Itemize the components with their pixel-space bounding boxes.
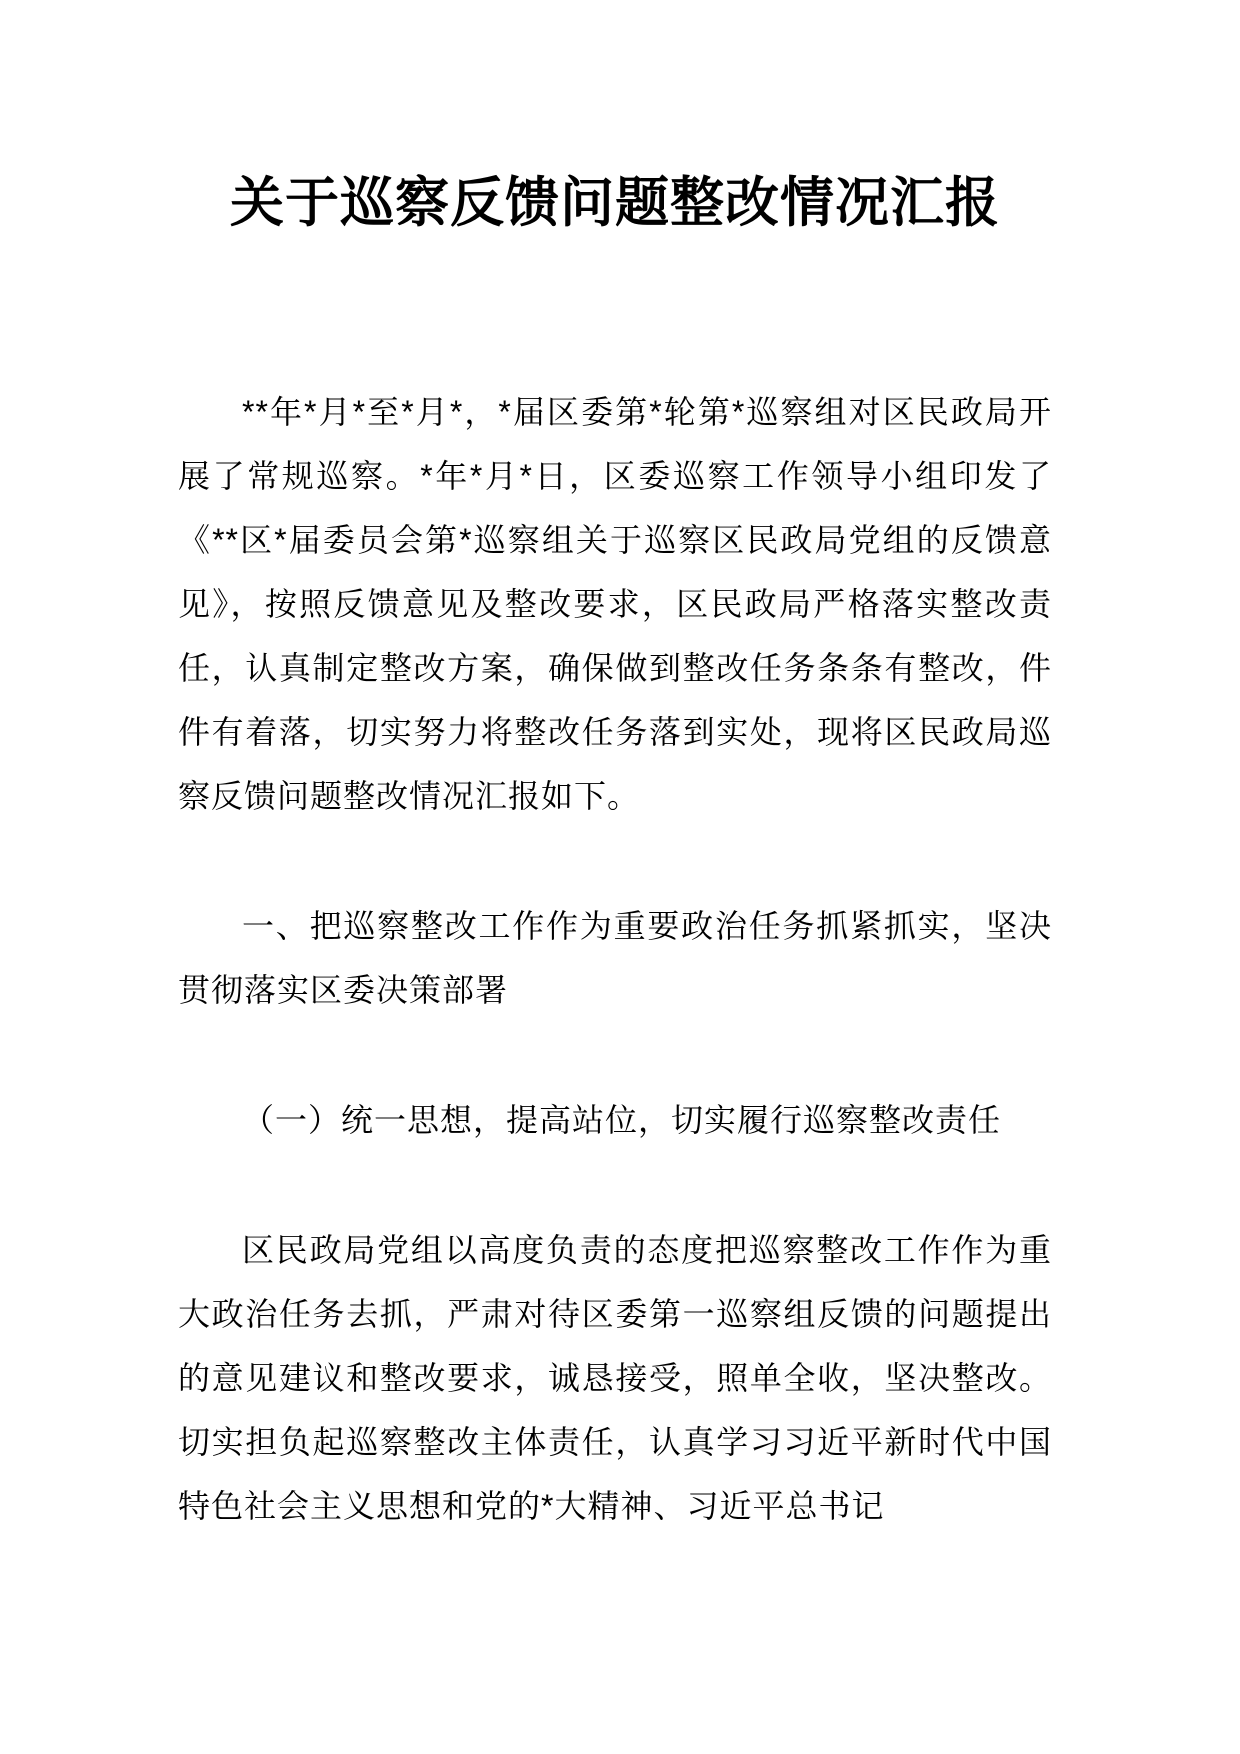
section-heading-1: 一、把巡察整改工作作为重要政治任务抓紧抓实，坚决贯彻落实区委决策部署 <box>178 908 1052 1008</box>
subsection-heading-1-1: （一）统一思想，提高站位，切实履行巡察整改责任 <box>242 1102 1002 1138</box>
paragraph-section-body: 区民政局党组以高度负责的态度把巡察整改工作作为重大政治任务去抓，严肃对待区委第一巡察组反馈的问题提出的意见建议和整改要求，诚恳接受，照单全收，坚决整改。切实担负起巡察整改主体责任，认真学习习近平新时代中国特色社会主义思想和党的*大精神、习近平总书记 <box>178 1232 1052 1524</box>
paragraph-introduction: **年*月*至*月*，*届区委第*轮第*巡察组对区民政局开展了常规巡察。*年*月*日，区委巡察工作领导小组印发了《**区*届委员会第*巡察组关于巡察区民政局党组的反馈意见》，按照反馈意见及整改要求，区民政局严格落实整改责任，认真制定整改方案，确保做到整改任务条条有整改，件件有着落，切实努力将整改任务落到实处，现将区民政局巡察反馈问题整改情况汇报如下。 <box>178 394 1052 814</box>
document-title: 关于巡察反馈问题整改情况汇报 <box>230 173 1000 233</box>
